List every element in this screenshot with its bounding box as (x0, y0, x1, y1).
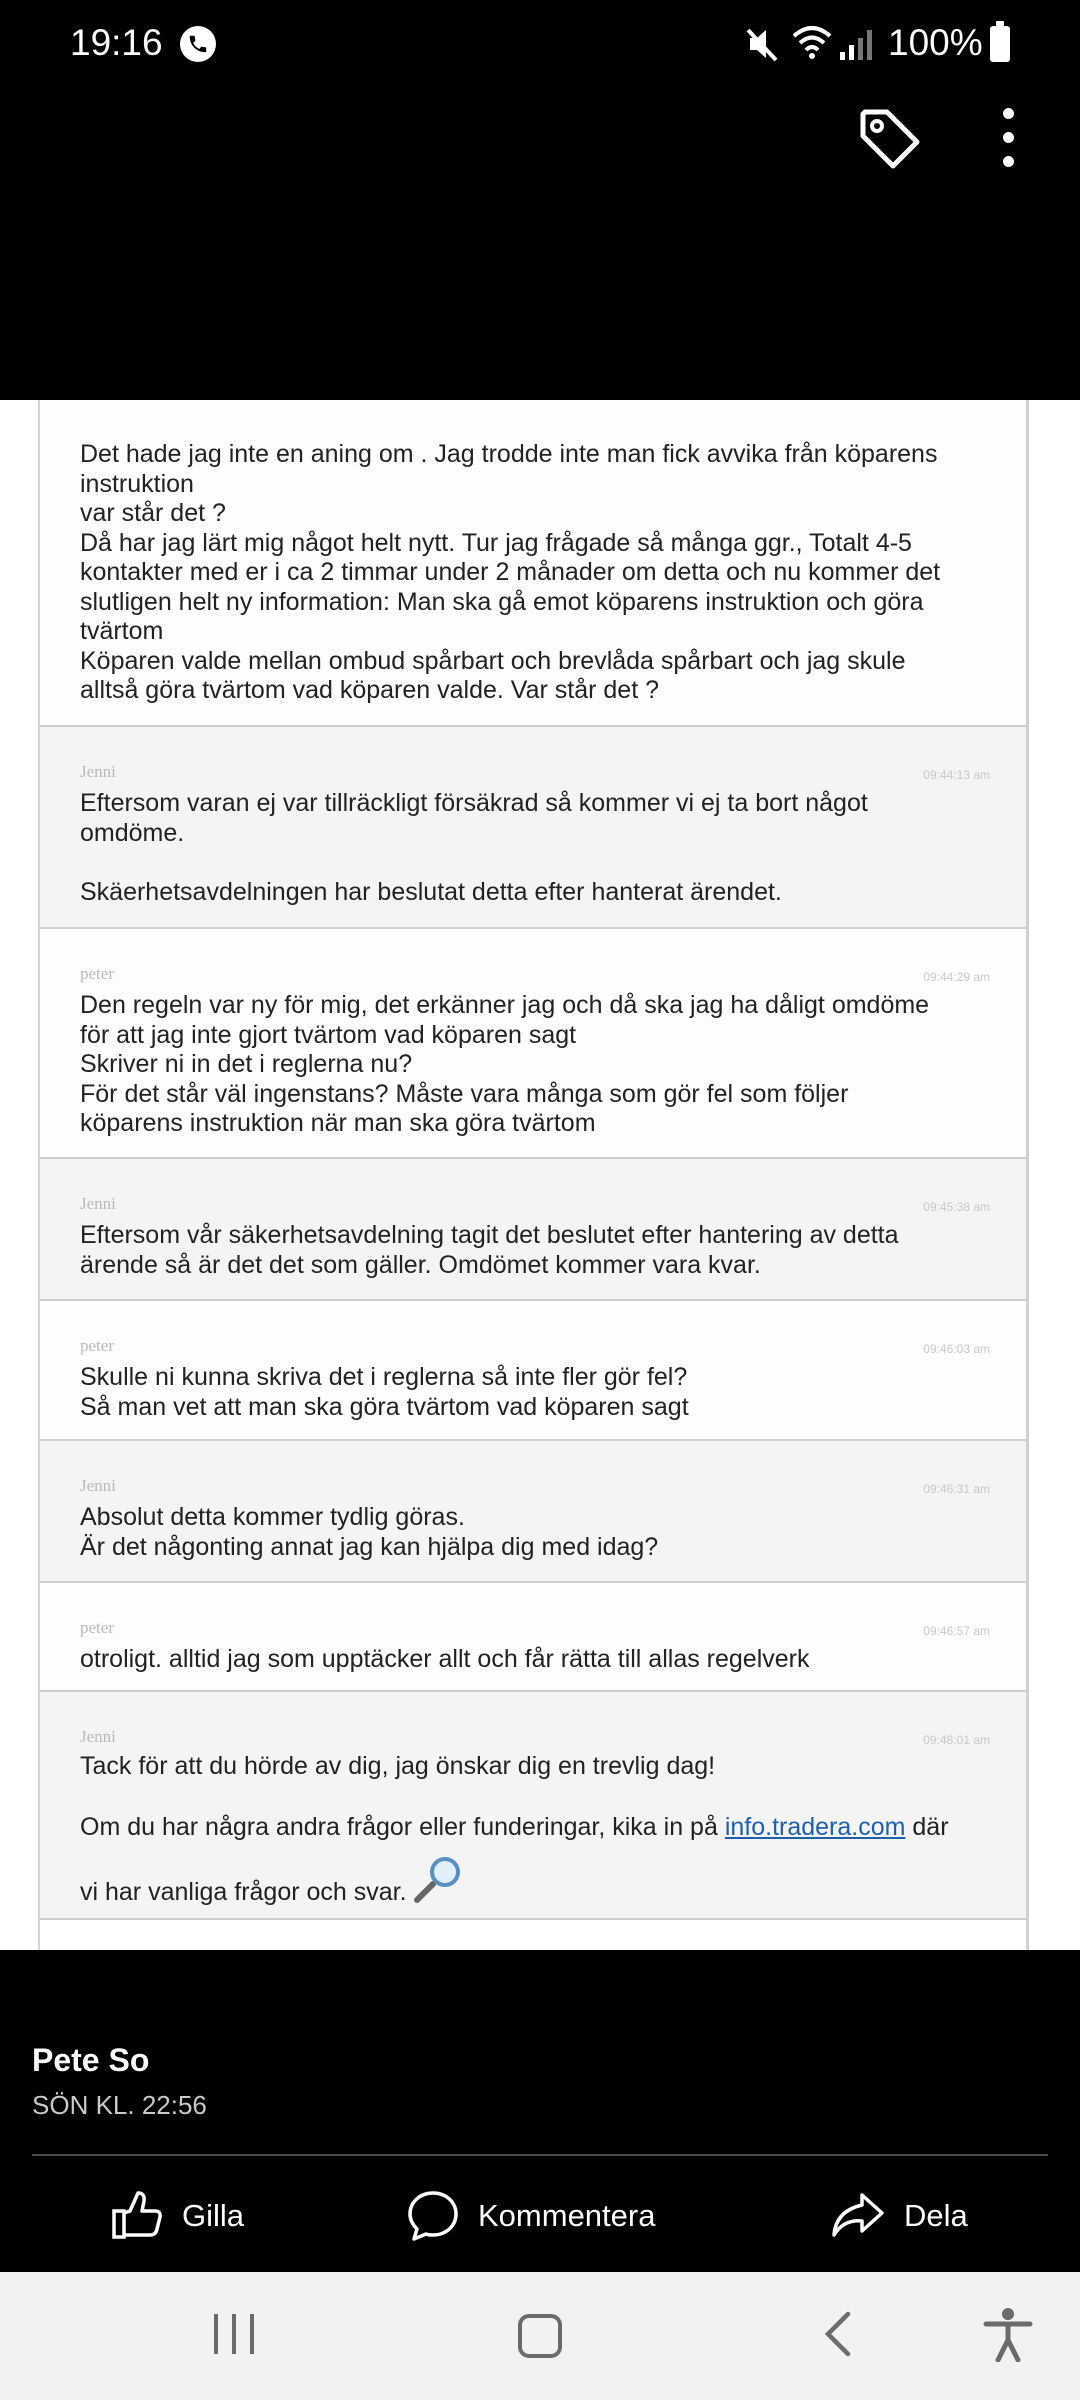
message-line: Det hade jag inte en aning om . Jag trodde inte man fick avvika från köparens (80, 440, 938, 468)
message-timestamp: 09:46:03 am (923, 1342, 990, 1356)
message-sender: Jenni (80, 1194, 116, 1213)
message-line: Tack för att du hörde av dig, jag önskar dig en trevlig dag! (80, 1752, 716, 1780)
battery-level: 100% (888, 22, 983, 63)
message-line: ärende så är det det som gäller. Omdömet kommer vara kvar. (80, 1250, 761, 1279)
message-line: för att jag inte gjort tvärtom vad köparen sagt (80, 1020, 577, 1049)
system-nav-bar (0, 2272, 1080, 2400)
message-timestamp: 09:44:13 am (923, 768, 990, 782)
chat-message (40, 1441, 1026, 1583)
chat-message (40, 1583, 1026, 1692)
message-line: För det står väl ingenstans? Måste vara många som gör fel som följer (80, 1079, 849, 1108)
message-body (80, 1503, 1006, 1562)
message-timestamp: 09:46:31 am (923, 1482, 990, 1496)
chat-message (40, 1301, 1026, 1441)
help-link[interactable]: info.tradera.com (724, 1812, 906, 1841)
message-sender: peter (80, 1618, 114, 1637)
comment-button[interactable] (406, 2188, 655, 2244)
back-icon[interactable] (820, 2310, 856, 2363)
share-label: Dela (904, 2198, 968, 2233)
message-line: kontakter med er i ca 2 timmar under 2 månader om detta och nu kommer det (80, 558, 941, 586)
message-timestamp: 09:45:38 am (923, 1200, 990, 1214)
message-line: Är det någonting annat jag kan hjälpa dig med idag? (80, 1532, 659, 1561)
message-line: var står det ? (80, 499, 226, 527)
message-line (80, 848, 1006, 878)
message-line: Köparen valde mellan ombud spårbart och brevlåda spårbart och jag skule (80, 646, 906, 675)
post-photo[interactable] (0, 400, 1080, 1950)
footer-divider (32, 2154, 1048, 2156)
post-timestamp: SÖN KL. 22:56 (32, 2090, 207, 2120)
message-sender: peter (80, 964, 114, 983)
message-text: vi har vanliga frågor och svar. (80, 1878, 407, 1906)
share-icon (830, 2189, 886, 2243)
call-icon (180, 26, 216, 62)
post-author[interactable]: Pete So (32, 2042, 150, 2078)
more-icon[interactable] (1000, 108, 1016, 168)
message-body (80, 1645, 1006, 1675)
message-line: Så man vet att man ska göra tvärtom vad köparen sagt (80, 1392, 689, 1421)
message-line: Den regeln var ny för mig, det erkänner jag och då ska jag ha dåligt omdöme (80, 991, 930, 1019)
message-sender: Jenni (80, 1476, 116, 1495)
message-line: instruktion (80, 469, 194, 498)
like-button[interactable] (110, 2188, 244, 2244)
chat-message (40, 400, 1026, 727)
signal-icon (838, 26, 878, 67)
message-line: Då har jag lärt mig något helt nytt. Tur jag frågade så många ggr., Totalt 4-5 (80, 528, 912, 557)
message-line: Eftersom vår säkerhetsavdelning tagit det beslutet efter hantering av detta (80, 1221, 899, 1249)
message-line (80, 1813, 1006, 1843)
message-line: slutligen helt ny information: Man ska gå emot köparens instruktion och göra (80, 587, 924, 616)
message-body (80, 1363, 1006, 1422)
comment-icon (406, 2189, 460, 2243)
magnifier-icon (411, 1856, 465, 1914)
comment-label: Kommentera (478, 2198, 656, 2233)
battery-icon (990, 26, 1010, 62)
message-body (80, 1752, 1006, 1914)
message-timestamp: 09:44:29 am (923, 970, 990, 984)
mute-icon (744, 24, 780, 69)
chat-message (40, 929, 1026, 1159)
recents-icon[interactable] (214, 2314, 258, 2354)
message-line: otroligt. alltid jag som upptäcker allt och får rätta till allas regelverk (80, 1645, 810, 1673)
message-sender: peter (80, 1336, 114, 1355)
message-timestamp: 09:48:01 am (923, 1733, 990, 1747)
message-body (80, 1221, 1006, 1280)
message-line: Skäerhetsavdelningen har beslutat detta efter hanterat ärendet. (80, 877, 782, 906)
accessibility-icon[interactable] (982, 2306, 1034, 2367)
message-body (80, 789, 1006, 907)
message-line: Absolut detta kommer tydlig göras. (80, 1503, 465, 1531)
message-line: Eftersom varan ej var tillräckligt försäkrad så kommer vi ej ta bort något (80, 789, 868, 817)
share-button[interactable] (830, 2188, 968, 2244)
thumbs-up-icon (110, 2189, 164, 2243)
message-sender: Jenni (80, 1727, 116, 1746)
message-line: alltså göra tvärtom vad köparen valde. Var står det ? (80, 676, 660, 704)
chat-message (40, 727, 1026, 929)
message-divider (40, 1918, 1026, 1920)
message-body (80, 991, 1006, 1139)
message-timestamp: 09:46:57 am (923, 1624, 990, 1638)
wifi-icon (790, 22, 834, 67)
message-body (80, 440, 1006, 706)
message-sender: Jenni (80, 762, 116, 781)
home-icon[interactable] (518, 2314, 562, 2358)
status-bar (0, 0, 1080, 88)
message-line (80, 1856, 1006, 1914)
message-line: köparens instruktion när man ska göra tvärtom (80, 1109, 596, 1137)
message-line: Skriver ni in det i reglerna nu? (80, 1050, 413, 1078)
message-line: Skulle ni kunna skriva det i reglerna så inte fler gör fel? (80, 1363, 688, 1391)
tag-icon[interactable] (855, 104, 925, 179)
photo-border-right (1026, 400, 1029, 1950)
status-time: 19:16 (70, 22, 163, 63)
like-label: Gilla (182, 2198, 245, 2233)
chat-message (40, 1159, 1026, 1301)
chat-message (40, 1692, 1026, 1920)
message-line: tvärtom (80, 617, 164, 645)
message-text: Om du har några andra frågor eller funderingar, kika in på (80, 1812, 725, 1841)
message-text: där (905, 1812, 949, 1841)
message-line: omdöme. (80, 818, 185, 847)
